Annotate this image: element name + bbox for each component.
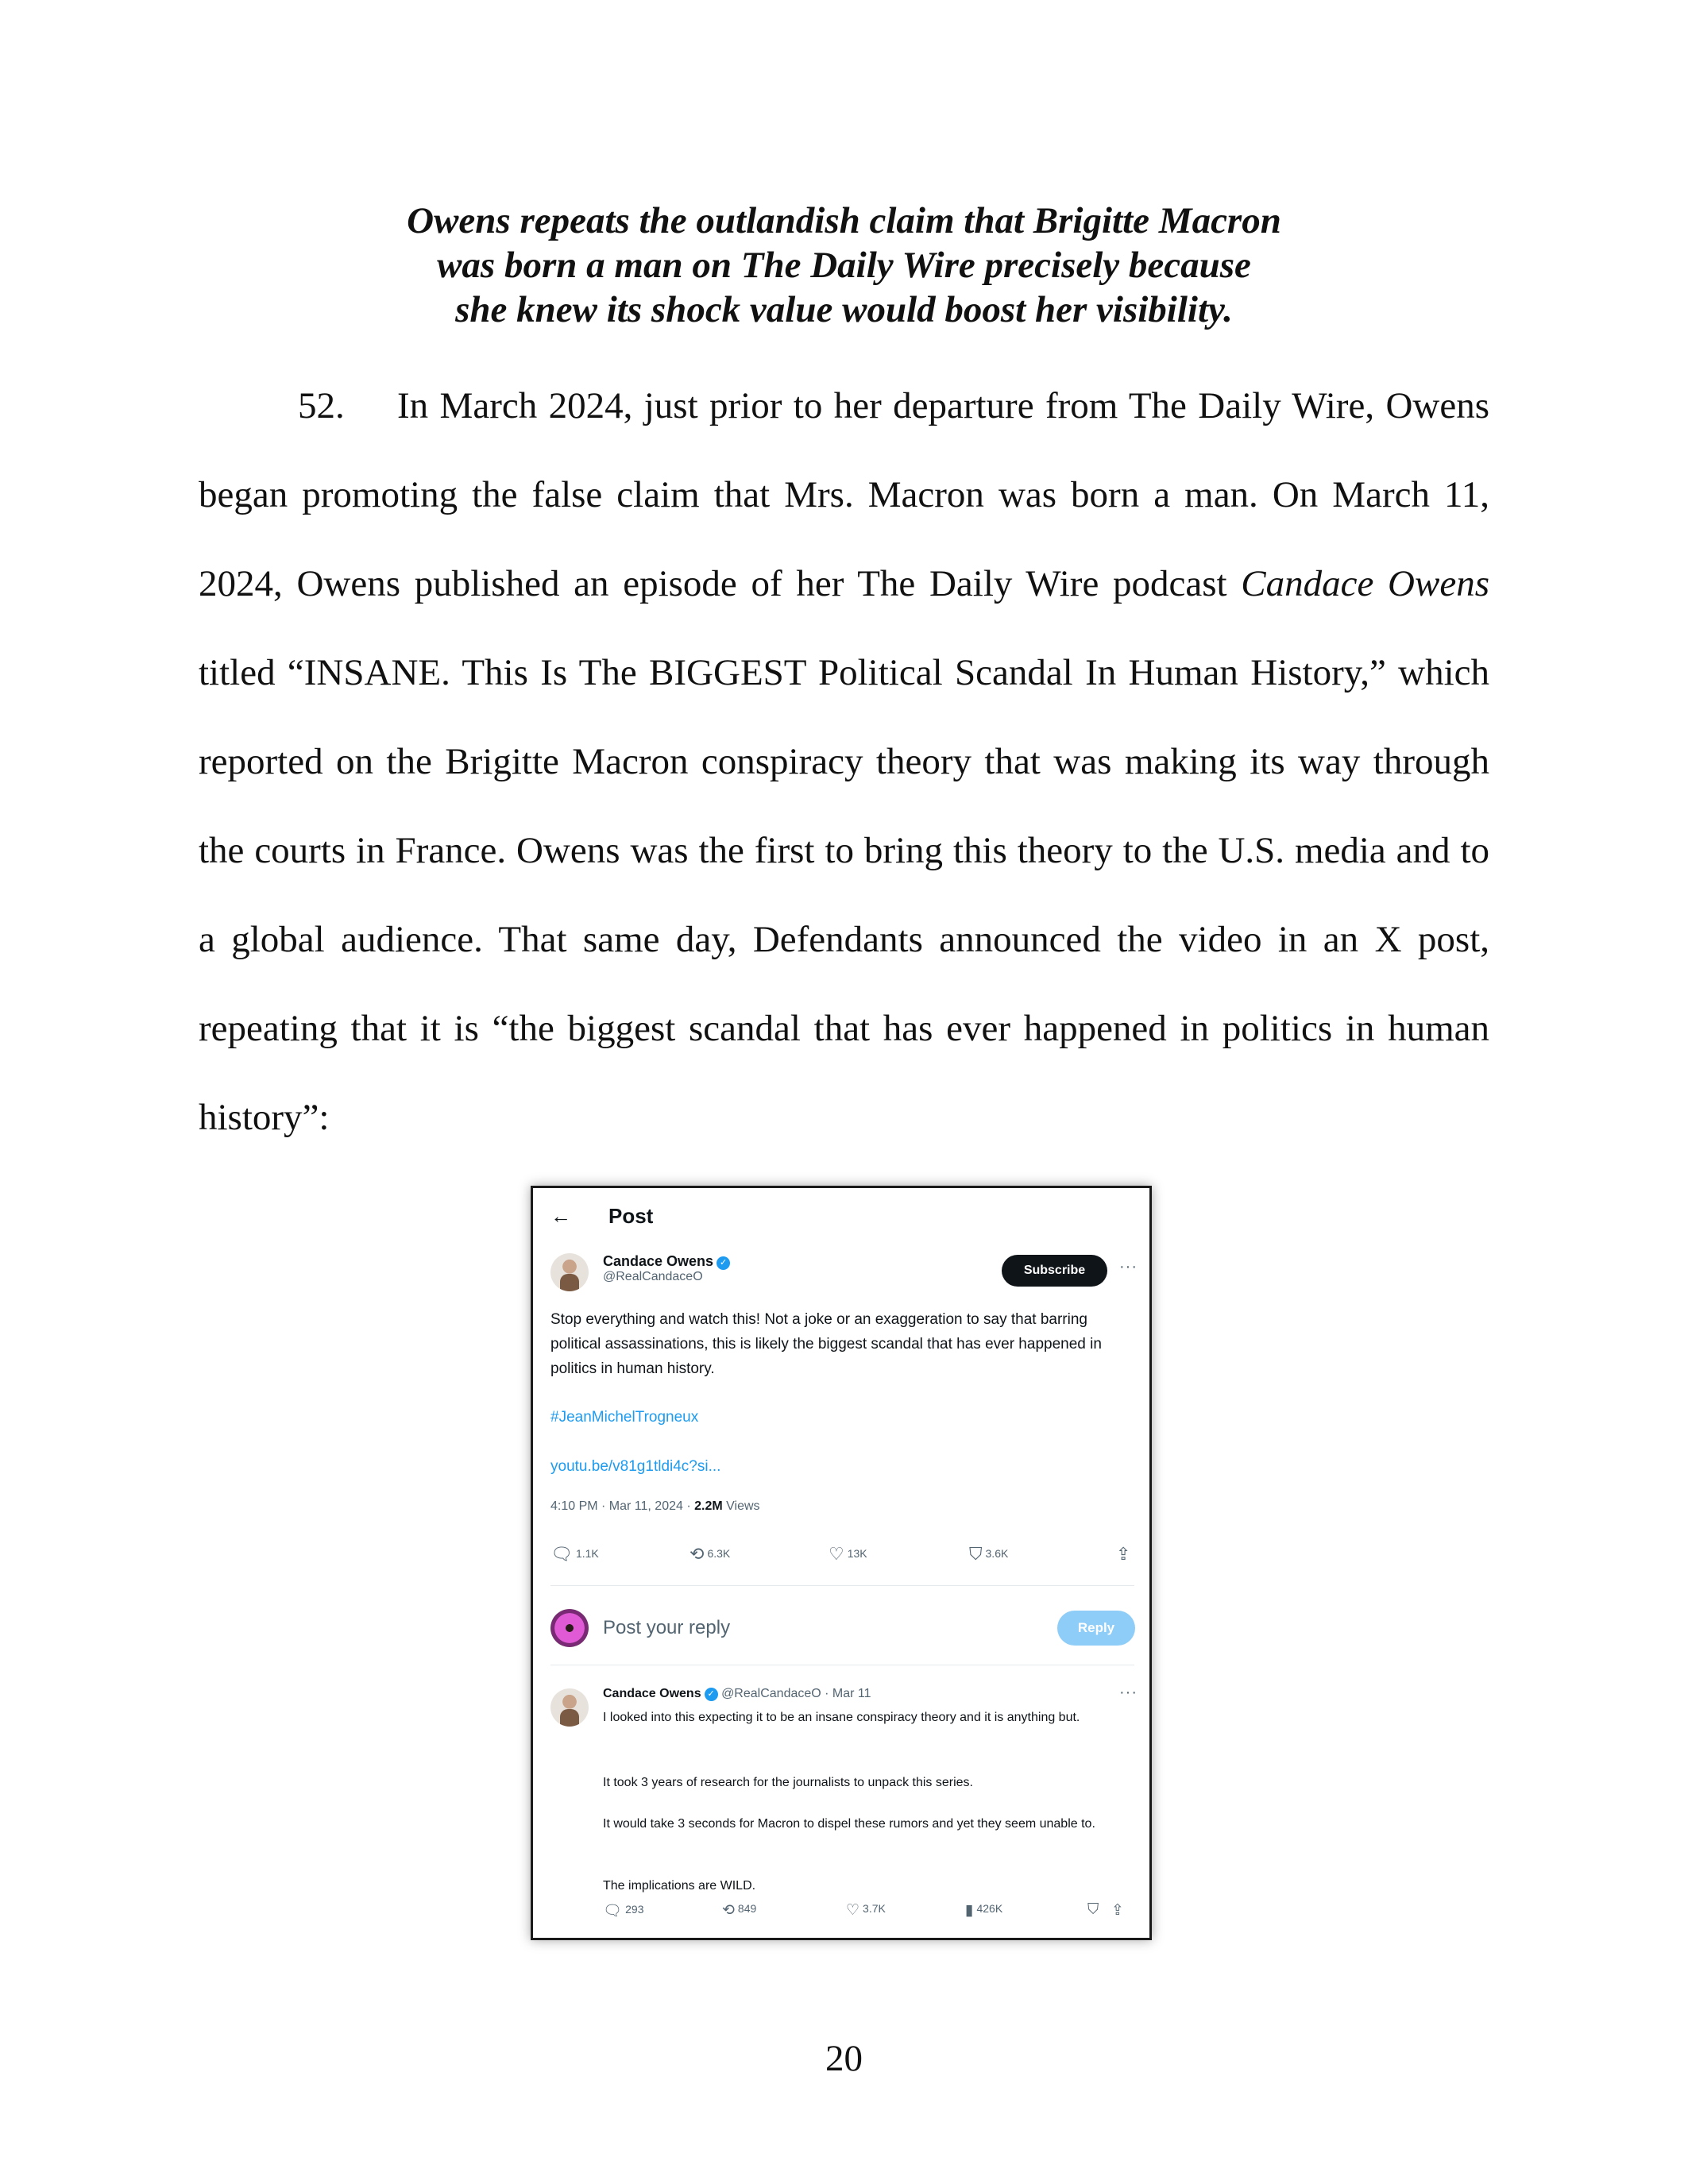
reply-reply-action[interactable] (603, 1901, 643, 1920)
author-handle[interactable]: @RealCandaceO (603, 1270, 703, 1283)
paragraph-number: 52. (298, 385, 345, 426)
tweet-text: Stop everything and watch this! Not a joke or an exaggeration to say that barring political assassinations, this is likely the biggest scandal that has ever happened in politics in human history. (550, 1311, 1102, 1377)
tweet-actions (550, 1544, 1134, 1568)
verified-badge-icon: ✓ (717, 1256, 730, 1270)
share-action[interactable] (1116, 1544, 1134, 1565)
reply-count: 1.1K (575, 1547, 599, 1560)
back-arrow-icon[interactable]: ← (550, 1204, 571, 1228)
reply-bookmark-action[interactable] (1087, 1901, 1102, 1919)
subscribe-button[interactable]: Subscribe (1002, 1255, 1107, 1287)
reply-repost-count: 849 (737, 1902, 757, 1915)
reply-icon: 🗨 (550, 1544, 573, 1564)
reply-share-action[interactable] (1111, 1901, 1127, 1920)
reply-input[interactable]: Post your reply (603, 1617, 731, 1638)
like-count: 13K (847, 1547, 867, 1560)
reply-handle-date[interactable]: @RealCandaceO · Mar 11 (721, 1687, 871, 1700)
page-number: 20 (825, 2038, 863, 2079)
reply-actions (603, 1901, 1135, 1922)
reply-line-2: It took 3 years of research for the journalists to unpack this series. (603, 1776, 973, 1789)
reply-header (603, 1687, 871, 1701)
author-info (603, 1253, 730, 1284)
verified-badge-icon: ✓ (705, 1688, 718, 1701)
video-link[interactable]: youtu.be/v81g1tldi4c?si... (550, 1458, 721, 1475)
paragraph-52 (199, 361, 1489, 1162)
tweet-meta (550, 1499, 760, 1514)
heart-icon: ♡ (829, 1544, 844, 1564)
share-icon: ⇪ (1116, 1544, 1131, 1564)
reply-action[interactable] (550, 1544, 599, 1565)
bookmark-action[interactable] (969, 1544, 1008, 1565)
heading-line-2: was born a man on The Daily Wire precisely because (437, 245, 1251, 286)
section-heading (199, 199, 1489, 332)
author-avatar[interactable] (550, 1253, 589, 1291)
reply-line-3: It would take 3 seconds for Macron to dispel these rumors and yet they seem unable to. (603, 1817, 1095, 1831)
repost-icon: ⟲ (722, 1902, 735, 1919)
user-avatar (550, 1609, 589, 1647)
nav-title: Post (608, 1204, 654, 1228)
heart-icon: ♡ (846, 1902, 860, 1919)
heading-line-3: she knew its shock value would boost her visibility. (455, 289, 1233, 330)
tweet-timestamp: 4:10 PM · Mar 11, 2024 · (550, 1499, 695, 1513)
paragraph-text-after: titled “INSANE. This Is The BIGGEST Political Scandal In Human History,” which reported on the Brigitte Macron conspiracy theory that was making its way through the courts in France. Owens was the first to bring this theory to the U.S. media and to a global audience. That same day, Defendants announced the video in an X post, repeating that it is “the biggest scandal that has ever happened in politics in human history”: (199, 652, 1489, 1138)
reply-button[interactable]: Reply (1057, 1611, 1135, 1646)
share-icon: ⇪ (1111, 1902, 1124, 1919)
reply-views-action[interactable] (965, 1901, 1002, 1920)
reply-author-avatar[interactable] (550, 1688, 589, 1727)
views-label: Views (722, 1499, 760, 1513)
podcast-title: Candace Owens (1241, 563, 1489, 604)
reply-repost-action[interactable] (722, 1901, 756, 1920)
view-count: 2.2M (694, 1499, 723, 1513)
hashtag-link[interactable]: #JeanMichelTrogneux (550, 1409, 699, 1426)
repost-count: 6.3K (707, 1547, 731, 1560)
reply-line-1: I looked into this expecting it to be an insane conspiracy theory and it is anything but. (603, 1711, 1080, 1724)
like-action[interactable] (829, 1544, 867, 1565)
reply-like-count: 3.7K (863, 1902, 886, 1915)
bookmark-count: 3.6K (985, 1547, 1009, 1560)
reply-line-4: The implications are WILD. (603, 1879, 756, 1893)
tweet-screenshot (531, 1186, 1152, 1940)
divider (550, 1585, 1134, 1586)
reply-reply-count: 293 (625, 1903, 644, 1916)
analytics-icon: ▮ (965, 1902, 974, 1919)
bookmark-icon: ⛉ (969, 1544, 983, 1564)
paragraph-text-before: In March 2024, just prior to her departure from The Daily Wire, Owens began promoting the false claim that Mrs. Macron was born a man. On March 11, 2024, Owens published an episode of her The Daily Wire podcast (199, 385, 1489, 604)
author-name[interactable]: Candace Owens (603, 1253, 714, 1269)
repost-icon: ⟲ (689, 1544, 705, 1564)
reply-icon: 🗨 (603, 1903, 623, 1920)
repost-action[interactable] (689, 1544, 730, 1565)
bookmark-icon: ⛉ (1087, 1901, 1099, 1918)
reply-more-icon[interactable]: ··· (1119, 1684, 1138, 1701)
more-options-icon[interactable]: ··· (1119, 1258, 1138, 1275)
reply-author-name[interactable]: Candace Owens (603, 1687, 701, 1700)
reply-view-count: 426K (976, 1902, 1003, 1915)
reply-like-action[interactable] (846, 1901, 886, 1920)
heading-line-1: Owens repeats the outlandish claim that Brigitte Macron (407, 200, 1281, 241)
